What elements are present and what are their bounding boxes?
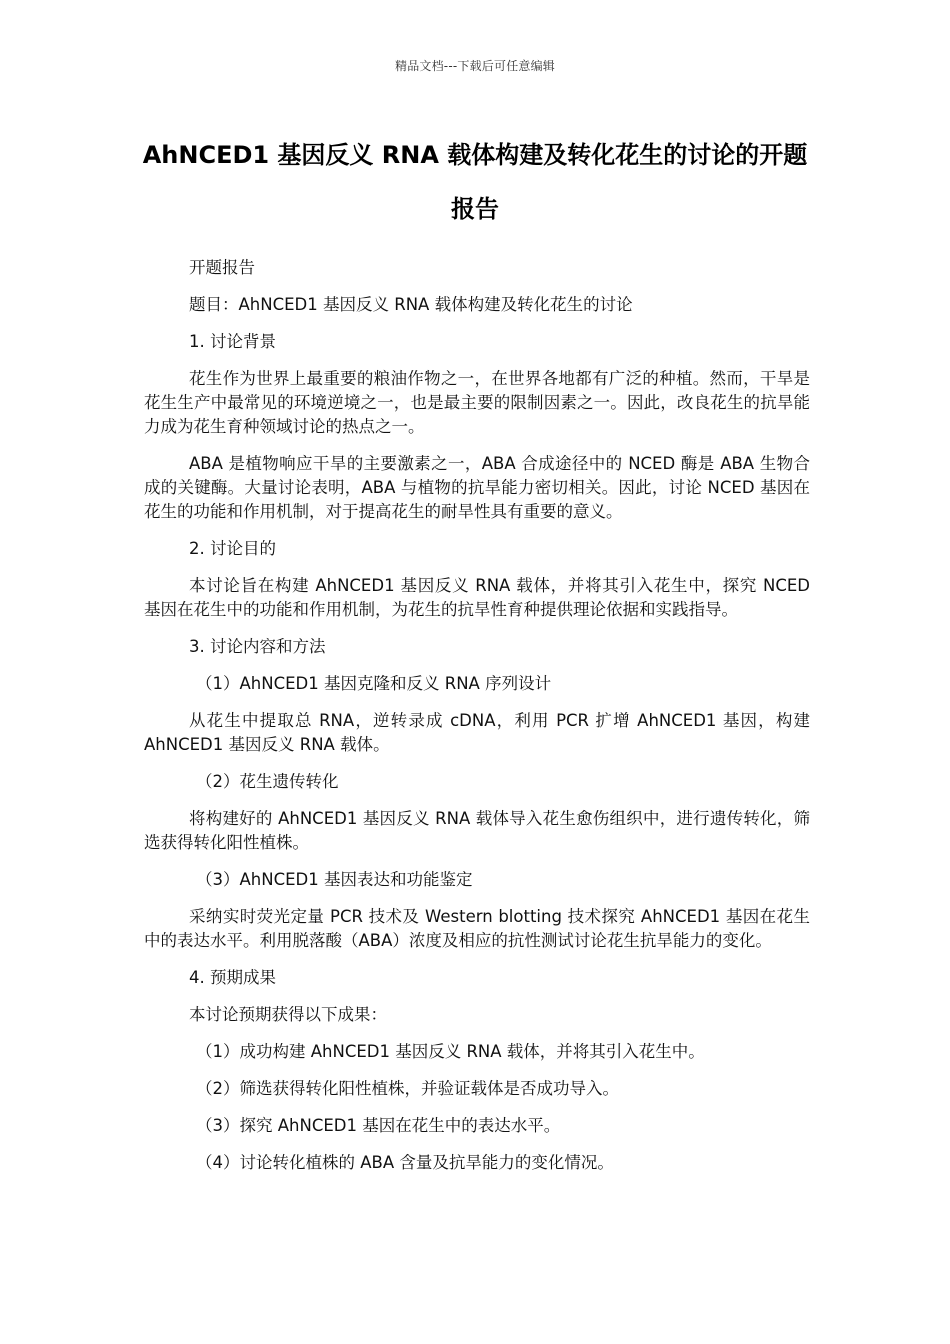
result-item: （1）成功构建 AhNCED1 基因反义 RNA 载体，并将其引入花生中。 [196, 1042, 705, 1061]
section-heading: 1. 讨论背景 [189, 332, 276, 351]
document-body [144, 256, 810, 1188]
body-paragraph: 本讨论旨在构建 AhNCED1 基因反义 RNA 载体，并将其引入花生中，探究 NCED 基因在花生中的功能和作用机制，为花生的抗旱性育种提供理论依据和实践指导。 [144, 576, 810, 619]
document-title: AhNCED1 基因反义 RNA 载体构建及转化花生的讨论的开题报告 [142, 141, 808, 223]
section-heading: 2. 讨论目的 [189, 539, 276, 558]
section-heading: 4. 预期成果 [189, 968, 276, 987]
subsection-heading: （3）AhNCED1 基因表达和功能鉴定 [196, 870, 473, 889]
body-paragraph: 本讨论预期获得以下成果： [189, 1005, 387, 1024]
section-heading: 3. 讨论内容和方法 [189, 637, 326, 656]
result-item: （4）讨论转化植株的 ABA 含量及抗旱能力的变化情况。 [196, 1153, 614, 1172]
body-paragraph: 花生作为世界上最重要的粮油作物之一，在世界各地都有广泛的种植。然而，干旱是花生生产中最常见的环境逆境之一，也是最主要的限制因素之一。因此，改良花生的抗旱能力成为花生育种领域讨论的热点之一。 [144, 369, 810, 436]
result-item: （3）探究 AhNCED1 基因在花生中的表达水平。 [196, 1116, 561, 1135]
result-item: （2）筛选获得转化阳性植株，并验证载体是否成功导入。 [196, 1079, 619, 1098]
body-paragraph: 将构建好的 AhNCED1 基因反义 RNA 载体导入花生愈伤组织中，进行遗传转化，筛选获得转化阳性植株。 [144, 809, 810, 852]
subsection-heading: （1）AhNCED1 基因克隆和反义 RNA 序列设计 [196, 674, 552, 693]
body-paragraph: ABA 是植物响应干旱的主要激素之一，ABA 合成途径中的 NCED 酶是 ABA 生物合成的关键酶。大量讨论表明，ABA 与植物的抗旱能力密切相关。因此，讨论 NCED 基因在花生的功能和作用机制，对于提高花生的耐旱性具有重要的意义。 [144, 454, 810, 521]
report-topic: 题目：AhNCED1 基因反义 RNA 载体构建及转化花生的讨论 [189, 295, 633, 314]
body-paragraph: 采纳实时荧光定量 PCR 技术及 Western blotting 技术探究 AhNCED1 基因在花生中的表达水平。利用脱落酸（ABA）浓度及相应的抗性测试讨论花生抗旱能力的变化。 [144, 907, 810, 950]
report-label: 开题报告 [189, 258, 255, 277]
header-note: 精品文档---下载后可任意编辑 [395, 59, 555, 73]
body-paragraph: 从花生中提取总 RNA，逆转录成 cDNA，利用 PCR 扩增 AhNCED1 基因，构建 AhNCED1 基因反义 RNA 载体。 [144, 711, 810, 754]
subsection-heading: （2）花生遗传转化 [196, 772, 339, 791]
